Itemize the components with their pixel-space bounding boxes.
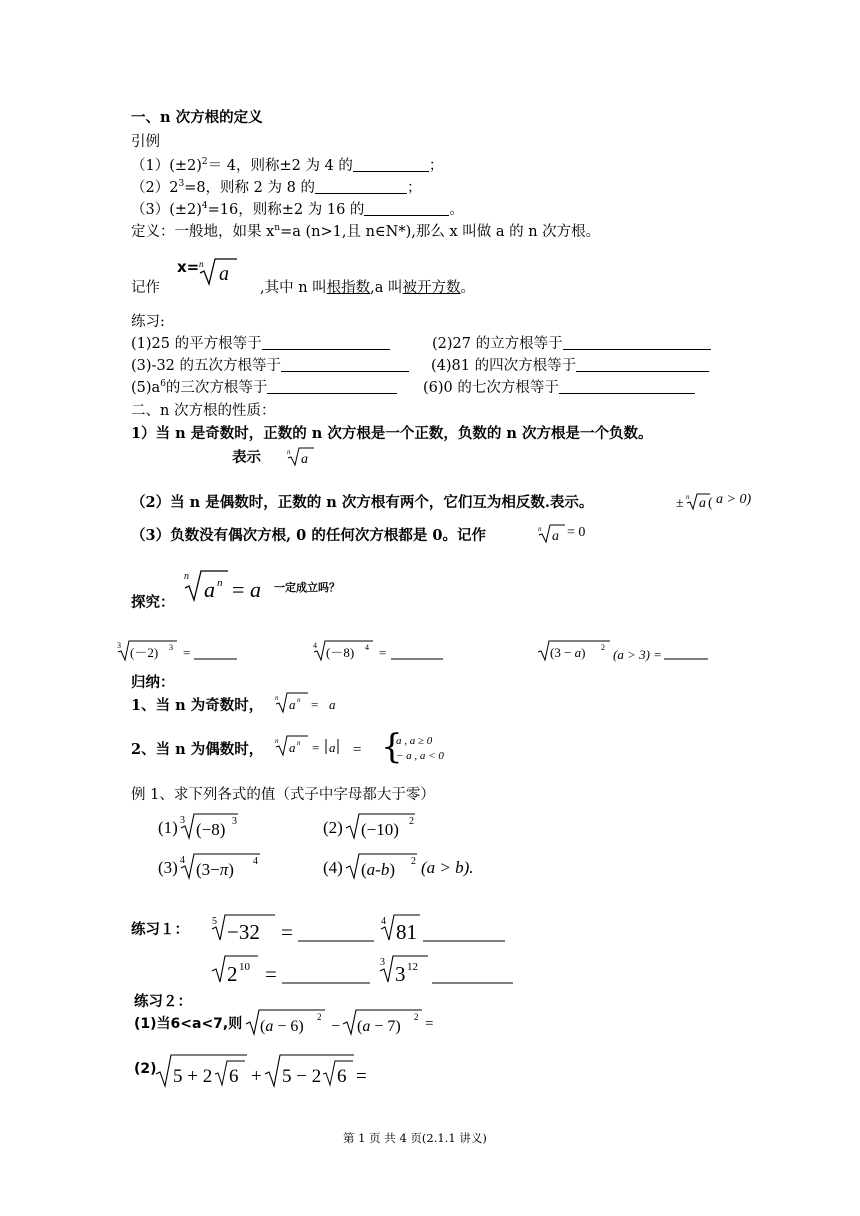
piecewise-case-1: a , a ≥ 0	[396, 735, 433, 747]
svg-text:n: n	[275, 737, 279, 745]
svg-text:n: n	[199, 259, 204, 269]
summary-even: 2、当 n 为偶数时，	[131, 741, 264, 758]
exercise1-title: 练习１：	[131, 921, 189, 938]
svg-text:(a − 6): (a − 6)	[260, 1018, 304, 1035]
svg-text:−32: −32	[227, 920, 260, 944]
practice-title: 练习:	[131, 314, 165, 330]
svg-text:=: =	[353, 742, 362, 758]
example1-item4-formula	[345, 850, 425, 884]
svg-text:(－2): (－2)	[130, 645, 159, 660]
property-2: （2）当 n 是偶数时，正数的 n 次方根有两个，它们互为相反数.表示。	[131, 494, 594, 511]
svg-text:n: n	[287, 448, 291, 456]
svg-text:3: 3	[380, 957, 385, 968]
explore-label: 探究：	[131, 594, 175, 611]
svg-text:6: 6	[229, 1066, 239, 1087]
svg-text:4: 4	[365, 643, 369, 652]
svg-text:n: n	[297, 696, 301, 704]
svg-text:12: 12	[407, 961, 418, 973]
summary-even-formula	[275, 733, 385, 759]
explore-e3-blank	[664, 646, 710, 662]
svg-text:+: +	[251, 1066, 262, 1087]
practice-q5: $(5)a^6$的三次方根等于	[131, 376, 397, 397]
notation-prefix: 记作	[131, 280, 160, 296]
svg-text:a: a	[329, 740, 336, 755]
svg-text:3: 3	[395, 962, 406, 986]
plus-minus-root-formula	[676, 489, 716, 513]
example1-item1-formula	[180, 810, 250, 844]
svg-text:=: =	[379, 645, 387, 660]
svg-text:±: ±	[676, 496, 684, 511]
explore-question: 一定成立吗？	[274, 581, 340, 594]
svg-text:n: n	[686, 493, 690, 501]
notation-explanation: ,其中 n 叫根指数,a 叫被开方数。	[260, 280, 476, 296]
svg-text:2: 2	[317, 1012, 322, 1022]
svg-text:4: 4	[253, 856, 258, 867]
svg-text:3: 3	[180, 815, 185, 826]
property-3: （3）负数没有偶次方根, 0 的任何次方根都是 0。记作	[131, 527, 486, 544]
summary-odd: 1、当 n 为奇数时，	[131, 697, 264, 714]
svg-text:=: =	[265, 962, 277, 986]
svg-text:a: a	[552, 529, 559, 544]
exercise2-q1-label: (1)当6<a<7,则	[134, 1016, 243, 1032]
exercise2-q1-equals: =	[425, 1016, 434, 1032]
explore-cube-root-example	[117, 638, 247, 664]
svg-text:a: a	[204, 577, 215, 602]
svg-text:−: −	[331, 1018, 341, 1035]
svg-text:n: n	[538, 525, 542, 533]
svg-text:=: =	[183, 645, 191, 660]
property-3-equals: = 0	[567, 525, 586, 540]
exercise1-row2	[210, 952, 520, 988]
example1-item4-label: (4)	[323, 858, 343, 877]
svg-text:=: =	[312, 740, 320, 755]
exercise2-q2-label: (2)	[134, 1061, 157, 1077]
summary-title: 归纳：	[131, 674, 175, 691]
example1-item2-label: (2)	[323, 818, 343, 837]
svg-text:n: n	[275, 694, 279, 702]
svg-text:=: =	[281, 920, 293, 944]
property-1: 1）当 n 是奇数时，正数的 n 次方根是一个正数，负数的 n 次方根是一个负数。	[131, 425, 653, 442]
summary-odd-formula	[275, 690, 345, 716]
svg-text:n: n	[297, 739, 301, 747]
example1-title: 例 1、求下列各式的值（式子中字母都大于零）	[131, 787, 435, 803]
svg-text:(a-b): (a-b)	[361, 860, 396, 879]
svg-text:2: 2	[409, 816, 414, 827]
svg-text:2: 2	[601, 643, 605, 652]
svg-text:5 + 2: 5 + 2	[173, 1066, 213, 1087]
page-footer: 第 1 页 共 4 页(2.1.1 讲义)	[343, 1131, 487, 1145]
svg-text:5: 5	[212, 916, 217, 927]
svg-text:81: 81	[396, 920, 417, 944]
svg-text:=: =	[232, 577, 245, 602]
practice-q4: (4)81 的四次方根等于	[431, 354, 709, 375]
example-line-1: $(1)(\pm 2)^2= 4$，则称±2 为 4 的 ；	[131, 157, 444, 174]
svg-text:4: 4	[381, 916, 386, 927]
exercise2-q2-formula	[155, 1052, 370, 1092]
svg-text:2: 2	[411, 856, 416, 867]
svg-text:3: 3	[232, 816, 237, 827]
svg-text:(−10): (−10)	[361, 820, 399, 839]
exercise1-row1	[210, 912, 510, 946]
svg-text:(3 − a): (3 − a)	[550, 645, 586, 660]
svg-text:(3−π): (3−π)	[196, 860, 234, 879]
root-index-term: 根指数	[326, 280, 371, 296]
practice-q2: (2)27 的立方根等于	[432, 332, 711, 353]
svg-text:n: n	[217, 577, 223, 589]
explore-fourth-root-example	[313, 638, 448, 664]
svg-text:a: a	[289, 697, 296, 712]
example1-item3-label: (3)	[158, 858, 178, 877]
nth-root-a-formula	[197, 255, 239, 287]
svg-text:3: 3	[169, 643, 173, 652]
practice-q3: (3)-32 的五次方根等于	[131, 354, 409, 375]
svg-text:(a − 7): (a − 7)	[357, 1018, 401, 1035]
svg-text:10: 10	[239, 961, 250, 973]
radicand-term: 被开方数	[402, 280, 461, 296]
explore-e3-condition: (a > 3) =	[613, 647, 662, 662]
example-line-3: $(3)(\pm 2)^4=16$，则称±2 为 16 的 。	[131, 201, 464, 218]
nth-root-a-zero	[537, 522, 567, 544]
svg-text:a: a	[289, 740, 296, 755]
practice-q6: (6)0 的七次方根等于	[423, 376, 695, 397]
nth-root-a-small	[286, 445, 316, 467]
svg-text:a: a	[329, 697, 336, 712]
svg-text:a: a	[301, 452, 308, 467]
section1-title: 一、n 次方根的定义	[131, 109, 263, 126]
example1-item2-formula	[345, 810, 425, 844]
svg-text:5 − 2: 5 − 2	[282, 1066, 322, 1087]
svg-text:3: 3	[117, 641, 121, 650]
svg-text:a: a	[250, 577, 261, 602]
svg-text:2: 2	[414, 1012, 419, 1022]
property-2-condition: a > 0)	[716, 492, 752, 507]
svg-text:(: (	[708, 496, 713, 511]
svg-text:=: =	[356, 1066, 367, 1087]
intro-label: 引例	[131, 134, 160, 150]
svg-text:2: 2	[227, 962, 238, 986]
property-1-show: 表示	[232, 449, 261, 466]
example1-item3-formula	[180, 850, 270, 884]
exercise2-q1-formula	[245, 1006, 435, 1040]
practice-q1: (1)25 的平方根等于	[131, 332, 390, 353]
svg-text:(－8): (－8)	[326, 645, 355, 660]
notation-formula: x=	[177, 258, 200, 276]
piecewise-brace: {	[381, 727, 403, 767]
svg-text:a: a	[699, 496, 706, 511]
svg-text:4: 4	[313, 641, 317, 650]
definition-text: 定义：一般地，如果 $x^n=a$ (n>1,且 n∈N*),那么 x 叫做 a 的 n 次方根。	[131, 223, 601, 240]
piecewise-case-2: − a , a < 0	[396, 750, 444, 762]
svg-text:6: 6	[337, 1066, 347, 1087]
explore-formula	[180, 566, 270, 606]
example1-item4-condition: (a > b).	[421, 858, 474, 877]
example-line-2: $(2)2^3=8$，则称 2 为 8 的 ；	[131, 179, 422, 196]
svg-text:4: 4	[180, 855, 185, 866]
svg-text:n: n	[184, 571, 189, 582]
example1-item1-label: (1)	[158, 818, 178, 837]
svg-text:(−8): (−8)	[196, 820, 226, 839]
section2-title: 二、n 次方根的性质：	[131, 403, 276, 419]
svg-text:=: =	[311, 697, 319, 712]
exercise2-title: 练习２：	[134, 993, 192, 1010]
svg-text:a: a	[219, 263, 229, 285]
